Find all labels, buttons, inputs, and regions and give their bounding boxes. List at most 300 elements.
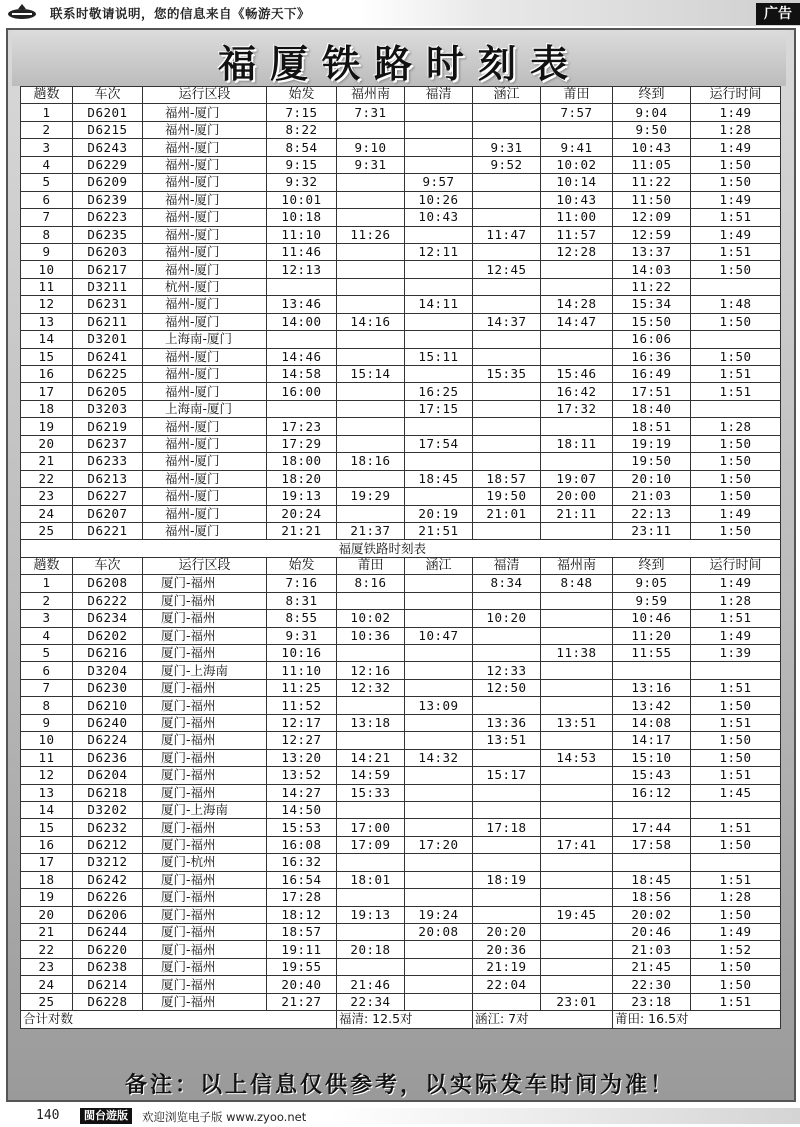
table-cell: 福州-厦门: [143, 296, 267, 313]
table-row: [21, 261, 781, 278]
table-cell: 福州-厦门: [143, 139, 267, 156]
table-cell: 11: [21, 749, 73, 766]
table-cell: 19: [21, 418, 73, 435]
table-cell: 厦门-上海南: [143, 662, 267, 679]
table-cell: 福州-厦门: [143, 488, 267, 505]
table-cell: 10:43: [405, 209, 473, 226]
table-cell: 8:31: [267, 592, 337, 609]
table-cell: [405, 488, 473, 505]
table-cell: 17:00: [337, 819, 405, 836]
table-cell: [337, 801, 405, 818]
table-cell: 福州-厦门: [143, 156, 267, 173]
table-cell: 19: [21, 889, 73, 906]
table-cell: 8:48: [541, 575, 613, 592]
table-cell: 15:53: [267, 819, 337, 836]
table-cell: 15:46: [541, 366, 613, 383]
table-cell: 厦门-福州: [143, 906, 267, 923]
table-cell: [405, 767, 473, 784]
table-cell: [337, 854, 405, 871]
table-cell: 18:00: [267, 453, 337, 470]
browse-link[interactable]: 欢迎浏览电子版 www.zyoo.net: [142, 1110, 307, 1124]
table-cell: 9: [21, 243, 73, 260]
table-cell: [541, 871, 613, 888]
table-cell: 11: [21, 278, 73, 295]
table-cell: 14:32: [405, 749, 473, 766]
table-cell: 7:15: [267, 104, 337, 121]
table-cell: [473, 697, 541, 714]
table-cell: [541, 679, 613, 696]
table-cell: 13:37: [613, 243, 691, 260]
table-row: [21, 941, 781, 958]
table-cell: 21:51: [405, 522, 473, 539]
ad-label: 广告: [756, 3, 800, 25]
table-cell: 1:39: [691, 645, 781, 662]
table-cell: 1:50: [691, 156, 781, 173]
table-cell: [541, 610, 613, 627]
table-cell: 21:03: [613, 488, 691, 505]
table-cell: 14:27: [267, 784, 337, 801]
table-cell: [473, 243, 541, 260]
table-cell: 厦门-上海南: [143, 801, 267, 818]
table-row: [21, 400, 781, 417]
table-cell: 14:03: [613, 261, 691, 278]
table-cell: 12:27: [267, 732, 337, 749]
table-cell: 厦门-福州: [143, 924, 267, 941]
table-cell: D6239: [73, 191, 143, 208]
table-cell: 22: [21, 941, 73, 958]
table-cell: 福州-厦门: [143, 453, 267, 470]
table-cell: [541, 261, 613, 278]
table-cell: 21:46: [337, 976, 405, 993]
table-cell: 19:19: [613, 435, 691, 452]
table-cell: [473, 906, 541, 923]
table-cell: 福州-厦门: [143, 366, 267, 383]
table-cell: 19:45: [541, 906, 613, 923]
table-cell: [405, 784, 473, 801]
table-cell: D6224: [73, 732, 143, 749]
table-cell: [267, 400, 337, 417]
table-cell: 11:10: [267, 226, 337, 243]
table-cell: [541, 522, 613, 539]
table2-header-cell: 运行区段: [143, 557, 267, 574]
table-cell: [337, 121, 405, 138]
table-cell: 20:19: [405, 505, 473, 522]
table-row: [21, 592, 781, 609]
table-row: [21, 348, 781, 365]
table-cell: [541, 801, 613, 818]
table-cell: 9: [21, 714, 73, 731]
table-row: [21, 697, 781, 714]
table-cell: [691, 278, 781, 295]
table-cell: D6216: [73, 645, 143, 662]
table-cell: 18: [21, 400, 73, 417]
table-cell: 10:43: [613, 139, 691, 156]
table-cell: 17:41: [541, 836, 613, 853]
table-cell: 16:54: [267, 871, 337, 888]
table-cell: 福州-厦门: [143, 348, 267, 365]
table-cell: 13:36: [473, 714, 541, 731]
table-cell: 11:46: [267, 243, 337, 260]
table-cell: 18:40: [613, 400, 691, 417]
table-cell: 福州-厦门: [143, 505, 267, 522]
table-row: [21, 435, 781, 452]
table-cell: D6210: [73, 697, 143, 714]
table2-header-cell: 运行时间: [691, 557, 781, 574]
table-cell: 16: [21, 836, 73, 853]
table-cell: 21:03: [613, 941, 691, 958]
table-cell: [473, 627, 541, 644]
table-cell: 1:49: [691, 226, 781, 243]
table-cell: [267, 331, 337, 348]
table-cell: [267, 278, 337, 295]
table-cell: 9:57: [405, 174, 473, 191]
table-cell: [405, 679, 473, 696]
table-cell: [405, 645, 473, 662]
table-row: [21, 645, 781, 662]
table-cell: [473, 174, 541, 191]
table-cell: 1:49: [691, 505, 781, 522]
table-cell: 10:46: [613, 610, 691, 627]
table-cell: D6215: [73, 121, 143, 138]
table-cell: 13:52: [267, 767, 337, 784]
table-cell: 20:24: [267, 505, 337, 522]
table-cell: 杭州-厦门: [143, 278, 267, 295]
table-cell: D6209: [73, 174, 143, 191]
table-cell: D6213: [73, 470, 143, 487]
table-cell: 19:13: [267, 488, 337, 505]
table-cell: [541, 331, 613, 348]
table-cell: 7: [21, 679, 73, 696]
table-cell: [405, 453, 473, 470]
magazine-logo-icon: [6, 4, 38, 20]
table-cell: 1:50: [691, 435, 781, 452]
table-cell: 福州-厦门: [143, 418, 267, 435]
table-cell: [541, 784, 613, 801]
table-cell: D3211: [73, 278, 143, 295]
table-row: [21, 278, 781, 295]
table-cell: 福州-厦门: [143, 209, 267, 226]
table-cell: 厦门-福州: [143, 627, 267, 644]
table-row: [21, 958, 781, 975]
table-cell: 21:11: [541, 505, 613, 522]
table-cell: 8: [21, 697, 73, 714]
table-cell: [337, 383, 405, 400]
table-cell: 21:19: [473, 958, 541, 975]
table-cell: 16:42: [541, 383, 613, 400]
table-cell: [473, 801, 541, 818]
table-cell: [405, 313, 473, 330]
table-cell: [613, 854, 691, 871]
table-cell: 15:14: [337, 366, 405, 383]
table-cell: [337, 958, 405, 975]
table-cell: [473, 889, 541, 906]
table-cell: 厦门-福州: [143, 697, 267, 714]
table-cell: [541, 662, 613, 679]
table-cell: 15:10: [613, 749, 691, 766]
table-cell: 18:19: [473, 871, 541, 888]
table-row: [21, 679, 781, 696]
table-cell: D6207: [73, 505, 143, 522]
table-cell: 福州-厦门: [143, 522, 267, 539]
table-cell: D6222: [73, 592, 143, 609]
table-cell: 厦门-福州: [143, 592, 267, 609]
table-cell: [473, 383, 541, 400]
table-cell: D6217: [73, 261, 143, 278]
table-cell: 24: [21, 976, 73, 993]
table-cell: [541, 958, 613, 975]
table-cell: 14:17: [613, 732, 691, 749]
table-row: [21, 714, 781, 731]
table-cell: 1:49: [691, 139, 781, 156]
table-cell: 10:02: [541, 156, 613, 173]
table-row: [21, 156, 781, 173]
table-cell: 18:11: [541, 435, 613, 452]
table1-header-cell: 福州南: [337, 87, 405, 104]
table-cell: 1:50: [691, 749, 781, 766]
table-cell: 12:33: [473, 662, 541, 679]
table-cell: D3203: [73, 400, 143, 417]
table-cell: 16:08: [267, 836, 337, 853]
table-cell: 24: [21, 505, 73, 522]
table-cell: [405, 662, 473, 679]
table-cell: [473, 592, 541, 609]
table-cell: [541, 121, 613, 138]
table-cell: 福州-厦门: [143, 243, 267, 260]
table-cell: D6203: [73, 243, 143, 260]
table1-header-cell: 涵江: [473, 87, 541, 104]
table-cell: 1:50: [691, 958, 781, 975]
table-cell: 13:16: [613, 679, 691, 696]
table-cell: D3212: [73, 854, 143, 871]
table-cell: 1:51: [691, 383, 781, 400]
table-cell: 15:17: [473, 767, 541, 784]
table-cell: 20:40: [267, 976, 337, 993]
timetable-container: [20, 86, 780, 1029]
table-cell: [473, 348, 541, 365]
table-cell: 1:45: [691, 784, 781, 801]
table-cell: [473, 209, 541, 226]
table-cell: 厦门-福州: [143, 575, 267, 592]
table-row: [21, 139, 781, 156]
table-cell: 23:18: [613, 993, 691, 1010]
table-cell: 4: [21, 627, 73, 644]
table-cell: 17:29: [267, 435, 337, 452]
table-cell: 1:50: [691, 261, 781, 278]
table-cell: 8:55: [267, 610, 337, 627]
table-cell: 13:18: [337, 714, 405, 731]
table-cell: 福州-厦门: [143, 174, 267, 191]
table-cell: 16:32: [267, 854, 337, 871]
table-cell: 1:50: [691, 522, 781, 539]
table-row: [21, 801, 781, 818]
page-number: 140: [36, 1108, 60, 1123]
table-cell: [473, 993, 541, 1010]
table-cell: 1:49: [691, 104, 781, 121]
table-cell: 9:50: [613, 121, 691, 138]
table-cell: D6225: [73, 366, 143, 383]
table-cell: 18:45: [405, 470, 473, 487]
table-cell: 8:16: [337, 575, 405, 592]
table-cell: [405, 976, 473, 993]
table-cell: 13:46: [267, 296, 337, 313]
table-cell: 14:59: [337, 767, 405, 784]
table-cell: 14:16: [337, 313, 405, 330]
table-cell: 5: [21, 174, 73, 191]
table-cell: 25: [21, 522, 73, 539]
table2-header-cell: 终到: [613, 557, 691, 574]
table-cell: 17:09: [337, 836, 405, 853]
table-cell: D6237: [73, 435, 143, 452]
table-cell: 21:45: [613, 958, 691, 975]
table-cell: 厦门-福州: [143, 784, 267, 801]
table-cell: 23: [21, 488, 73, 505]
table-cell: D3204: [73, 662, 143, 679]
table-cell: D6220: [73, 941, 143, 958]
table-cell: 4: [21, 156, 73, 173]
table1-header-cell: 始发: [267, 87, 337, 104]
table-cell: [405, 592, 473, 609]
table-cell: 12:45: [473, 261, 541, 278]
table-row: [21, 889, 781, 906]
table-cell: D6231: [73, 296, 143, 313]
brand-badge: 閩台遊版: [80, 1108, 132, 1124]
table-row: [21, 819, 781, 836]
table-cell: [337, 261, 405, 278]
table-cell: [473, 400, 541, 417]
table2-header-cell: 趟数: [21, 557, 73, 574]
table-cell: 9:04: [613, 104, 691, 121]
top-strip: [0, 0, 800, 26]
table-cell: 1:28: [691, 889, 781, 906]
table-row: [21, 505, 781, 522]
table-cell: [541, 278, 613, 295]
table-cell: D3202: [73, 801, 143, 818]
table-cell: 福州-厦门: [143, 191, 267, 208]
table-cell: 12:28: [541, 243, 613, 260]
table-cell: 16:00: [267, 383, 337, 400]
table-cell: 9:32: [267, 174, 337, 191]
table2-subtitle: 福厦铁路时刻表: [337, 540, 541, 557]
table1-header-cell: 终到: [613, 87, 691, 104]
table-cell: 14: [21, 331, 73, 348]
table-cell: 6: [21, 191, 73, 208]
table-cell: 9:31: [337, 156, 405, 173]
table-cell: [337, 732, 405, 749]
table-cell: 1:50: [691, 488, 781, 505]
table1-header-cell: 趟数: [21, 87, 73, 104]
table-cell: [473, 418, 541, 435]
table-cell: [337, 331, 405, 348]
table-cell: 厦门-福州: [143, 749, 267, 766]
table-cell: D6211: [73, 313, 143, 330]
table-row: [21, 662, 781, 679]
table-cell: [473, 435, 541, 452]
table-cell: 3: [21, 139, 73, 156]
table-cell: 16:25: [405, 383, 473, 400]
table-cell: [337, 645, 405, 662]
table-cell: 23:01: [541, 993, 613, 1010]
table-cell: [405, 993, 473, 1010]
table-cell: 19:11: [267, 941, 337, 958]
table-cell: 10:26: [405, 191, 473, 208]
table-cell: 15:33: [337, 784, 405, 801]
table-row: [21, 906, 781, 923]
table-cell: [541, 348, 613, 365]
table-cell: 1:50: [691, 976, 781, 993]
table-cell: 14:00: [267, 313, 337, 330]
table-cell: 1:28: [691, 418, 781, 435]
table-row: [21, 924, 781, 941]
table-cell: 19:24: [405, 906, 473, 923]
table-cell: 21:27: [267, 993, 337, 1010]
table-row: [21, 191, 781, 208]
table-cell: [337, 470, 405, 487]
table-row: [21, 575, 781, 592]
table-cell: 9:41: [541, 139, 613, 156]
table-cell: 1:48: [691, 296, 781, 313]
table-cell: [405, 261, 473, 278]
table-cell: [337, 191, 405, 208]
table-cell: 11:38: [541, 645, 613, 662]
table-cell: 12:32: [337, 679, 405, 696]
table-cell: [405, 958, 473, 975]
table-cell: 20:18: [337, 941, 405, 958]
table-cell: 10:36: [337, 627, 405, 644]
table2-header-cell: 始发: [267, 557, 337, 574]
table-cell: 16: [21, 366, 73, 383]
table-cell: 18:16: [337, 453, 405, 470]
table-cell: 17: [21, 854, 73, 871]
table-cell: [405, 854, 473, 871]
table-cell: D6238: [73, 958, 143, 975]
table-cell: 17:28: [267, 889, 337, 906]
table-cell: 14:28: [541, 296, 613, 313]
table-cell: 14:47: [541, 313, 613, 330]
table-cell: 17:18: [473, 819, 541, 836]
table-cell: 福州-厦门: [143, 383, 267, 400]
table-row: [21, 784, 781, 801]
table-cell: 1:51: [691, 679, 781, 696]
table-cell: 21:21: [267, 522, 337, 539]
table-cell: 14:21: [337, 749, 405, 766]
table2-header-cell: 福州南: [541, 557, 613, 574]
table-cell: 19:50: [613, 453, 691, 470]
table-cell: 1:49: [691, 924, 781, 941]
table-cell: 7:16: [267, 575, 337, 592]
table-cell: 19:55: [267, 958, 337, 975]
table-cell: [473, 854, 541, 871]
table-cell: 福州-厦门: [143, 121, 267, 138]
table-row: [21, 121, 781, 138]
table-cell: 17:58: [613, 836, 691, 853]
table-cell: 2: [21, 121, 73, 138]
table-row: [21, 836, 781, 853]
table-cell: 13:09: [405, 697, 473, 714]
table-cell: 11:20: [613, 627, 691, 644]
table-cell: 1:50: [691, 906, 781, 923]
table-cell: 17:23: [267, 418, 337, 435]
table-cell: [405, 278, 473, 295]
table-row: [21, 226, 781, 243]
table-cell: 10:47: [405, 627, 473, 644]
table-row: [21, 854, 781, 871]
table-cell: 13: [21, 313, 73, 330]
table-cell: D6212: [73, 836, 143, 853]
table-cell: 23: [21, 958, 73, 975]
table-cell: 22:04: [473, 976, 541, 993]
table-row: [21, 610, 781, 627]
table-cell: [405, 331, 473, 348]
